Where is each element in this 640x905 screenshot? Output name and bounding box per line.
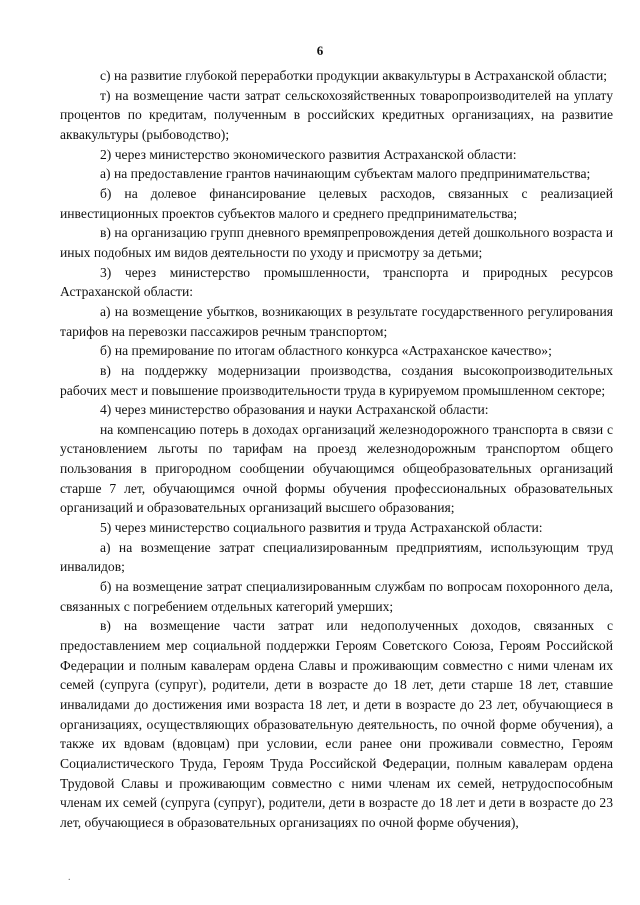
paragraph-3b: б) на премирование по итогам областного конкурса «Астраханское качество»; [100, 343, 552, 359]
page-number: 6 [316, 43, 324, 58]
section-3-heading: 3) через министерство промышленности, транспорта и природных ресурсов Астраханской области: [60, 264, 613, 300]
paragraph-5v: в) на возмещение части затрат или недополученных доходов, связанных с предоставлением мер социальной поддержки Героям Советского Союза, Героям Российской Федерации и полным кавалерам ордена Славы и проживающим совместно с ними членам их семей (супруга (супруг), родители, дети в возрасте до 18 лет, дети старше 18 лет, ставшие инвалидами до достижения ими возраста 18 лет, и дети в возрасте до 23 лет, обучающиеся в организациях, осуществляющих образовательную деятельность, по очной форме обучения), а также их вдовам (вдовцам) при условии, если ранее они проживали совместно, Героям Социалистического Труда, Героям Труда Российской Федерации, полным кавалерам ордена Трудовой Славы и проживающим совместно с ними членам их семей, нетрудоспособным членам их семей (супруга (супруг), родители, дети в возрасте до 18 лет и дети в возрасте до 23 лет, обучающиеся в образовательных организациях по очной форме обучения), [60, 618, 613, 830]
paragraph-3a: а) на возмещение убытков, возникающих в результате государственного регулирования тарифов на перевозки пассажиров речным транспортом; [60, 303, 613, 339]
paragraph-4: на компенсацию потерь в доходах организаций железнодорожного транспорта в связи с установлением льготы по тарифам на проезд железнодорожным транспортом общего пользования в пригородном сообщении обучающимся общеобразовательных организаций старше 7 лет, обучающимся очной формы обучения профессиональных образовательных организаций и образовательных организаций высшего образования; [60, 421, 613, 516]
paragraph-s: с) на развитие глубокой переработки продукции аквакультуры в Астраханской области; [100, 68, 608, 83]
paragraph-2v: в) на организацию групп дневного времяпрепровождения детей дошкольного возраста и иных подобных им видов деятельности по уходу и присмотру за детьми; [60, 225, 613, 260]
section-5-heading: 5) через министерство социального развития и труда Астраханской области: [100, 520, 543, 536]
section-4-heading: 4) через министерство образования и науки Астраханской области: [100, 402, 489, 418]
paragraph-3v: в) на поддержку модернизации производства, создания высокопроизводительных рабочих мест и повышение производительности труда в курируемом промышленном секторе; [60, 362, 613, 398]
paragraph-2b: б) на долевое финансирование целевых расходов, связанных с реализацией инвестиционных проектов субъектов малого и среднего предпринимательства; [60, 185, 613, 221]
section-2-heading: 2) через министерство экономического развития Астраханской области: [100, 146, 517, 162]
paragraph-t: т) на возмещение части затрат сельскохозяйственных товаропроизводителей на уплату процентов по кредитам, полученным в российских кредитных организациях, на развитие аквакультуры (рыбоводство); [60, 87, 613, 142]
document-body [60, 66, 613, 833]
paragraph-5b: б) на возмещение затрат специализированным службам по вопросам похоронного дела, связанных с погребением отдельных категорий умерших; [60, 579, 613, 614]
paragraph-2a: а) на предоставление грантов начинающим субъектам малого предпринимательства; [100, 166, 591, 182]
page-mark: . [68, 872, 71, 883]
paragraph-5a: а) на возмещение затрат специализированным предприятиям, использующим труд инвалидов; [60, 539, 613, 575]
